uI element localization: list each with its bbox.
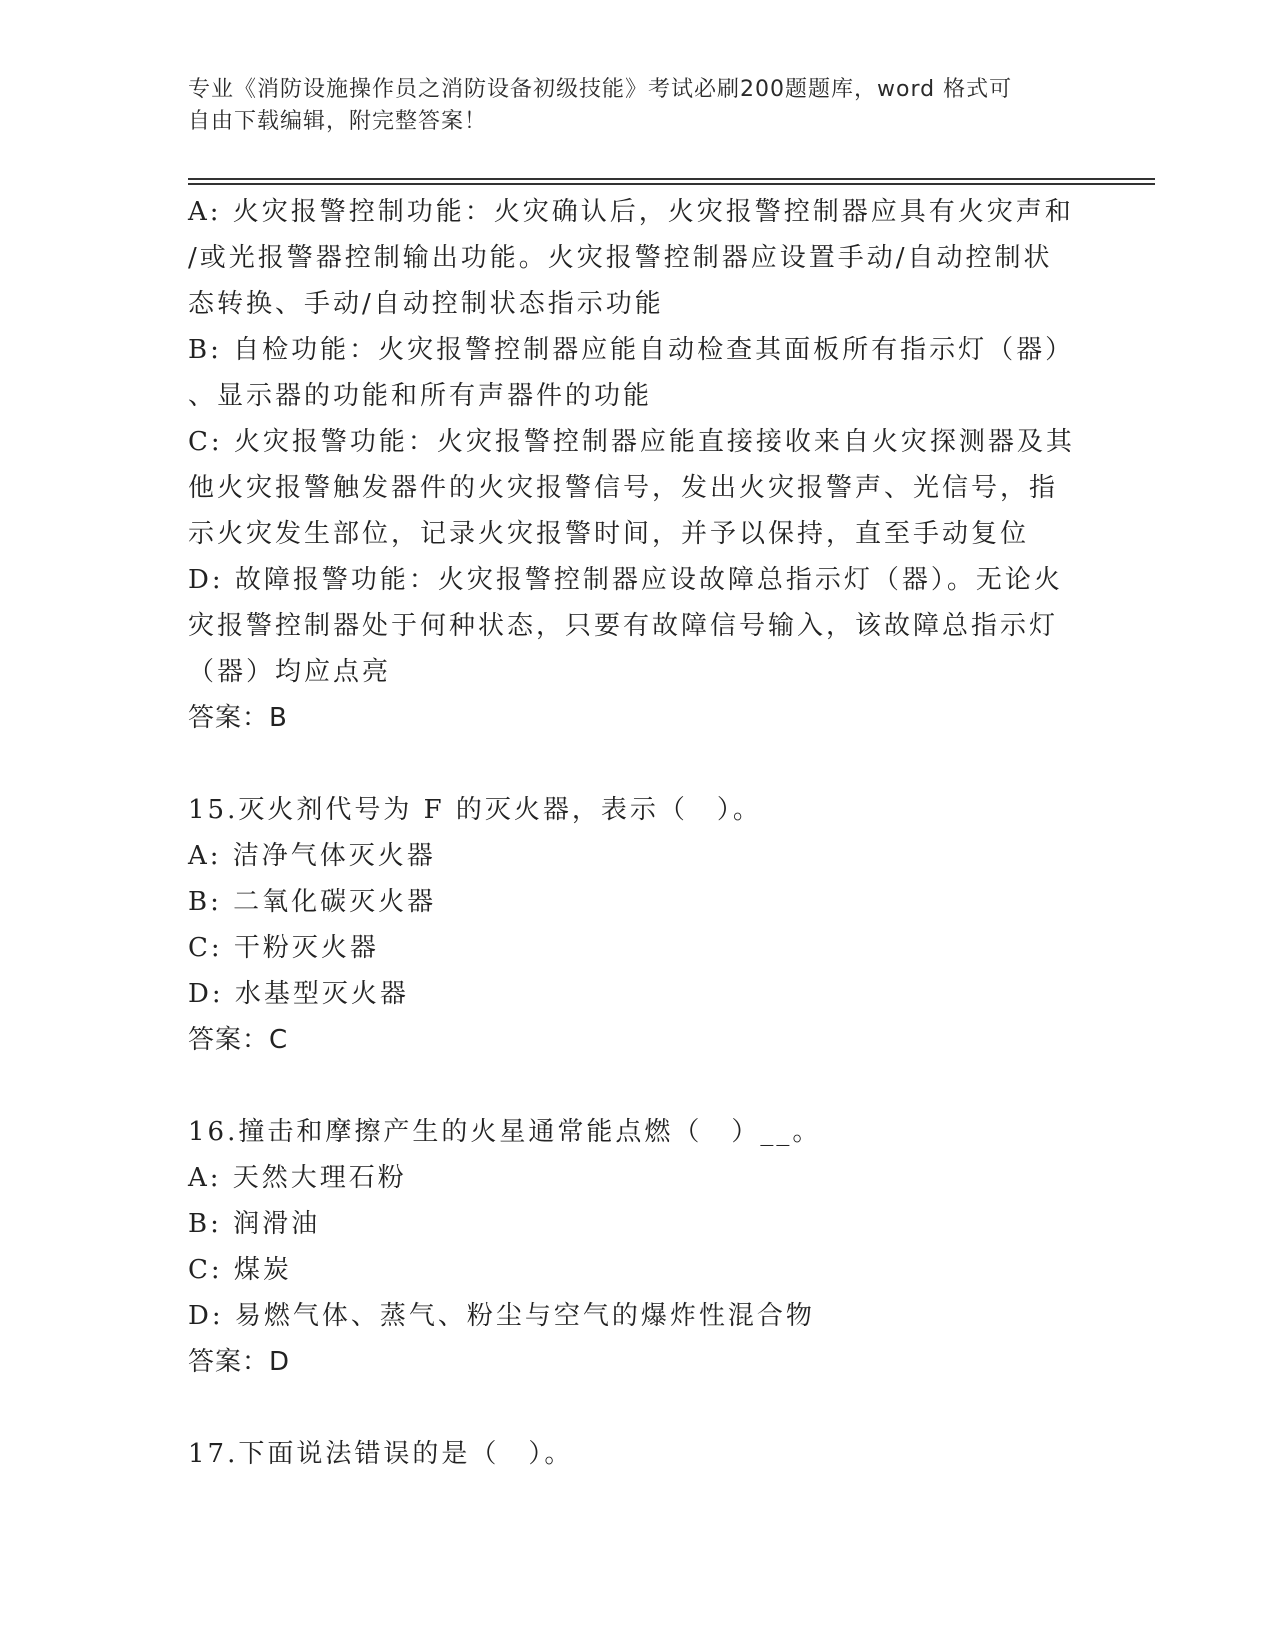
option-a-line: /或光报警器控制输出功能。火灾报警控制器应设置手动/自动控制状 (188, 243, 1053, 273)
option-c: C: 干粉灭火器 (188, 933, 379, 963)
header-divider-bottom (188, 183, 1155, 185)
option-a-line: 态转换、手动/自动控制状态指示功能 (188, 289, 664, 319)
option-a-line: A: 火灾报警控制功能：火灾确认后，火灾报警控制器应具有火灾声和 (188, 197, 1074, 227)
option-c: C: 煤炭 (188, 1255, 292, 1285)
question-15 (188, 787, 1088, 1063)
question-stem: 16.撞击和摩擦产生的火星通常能点燃（ ）__。 (188, 1117, 822, 1147)
option-d: D: 易燃气体、蒸气、粉尘与空气的爆炸性混合物 (188, 1301, 815, 1331)
option-d-line: （器）均应点亮 (188, 657, 392, 687)
question-16 (188, 1109, 1088, 1385)
spacer (188, 1063, 1088, 1109)
option-c-line: 他火灾报警触发器件的火灾报警信号，发出火灾报警声、光信号，指 (188, 473, 1059, 503)
document-header (188, 74, 1078, 138)
question-14-options (188, 189, 1088, 741)
spacer (188, 741, 1088, 787)
option-d-line: D: 故障报警功能：火灾报警控制器应设故障总指示灯（器）。无论火 (188, 565, 1063, 595)
header-line-2: 自由下载编辑，附完整答案！ (188, 109, 488, 134)
header-divider-top (188, 178, 1155, 180)
answer-text: 答案：B (188, 703, 288, 733)
question-stem: 17.下面说法错误的是（ ）。 (188, 1439, 574, 1469)
option-a: A: 天然大理石粉 (188, 1163, 407, 1193)
option-d: D: 水基型灭火器 (188, 979, 409, 1009)
question-stem: 15.灭火剂代号为 F 的灭火器，表示（ ）。 (188, 795, 762, 825)
option-d-line: 灾报警控制器处于何种状态，只要有故障信号输入，该故障总指示灯 (188, 611, 1059, 641)
spacer (188, 1385, 1088, 1431)
option-b-line: B: 自检功能：火灾报警控制器应能自动检查其面板所有指示灯（器） (188, 335, 1075, 365)
option-a: A: 洁净气体灭火器 (188, 841, 436, 871)
question-17 (188, 1431, 1088, 1477)
option-c-line: 示火灾发生部位，记录火灾报警时间，并予以保持，直至手动复位 (188, 519, 1030, 549)
header-line-1: 专业《消防设施操作员之消防设备初级技能》考试必刷200题题库，word 格式可 (188, 77, 1013, 102)
answer-text: 答案：C (188, 1025, 289, 1055)
option-b: B: 润滑油 (188, 1209, 321, 1239)
option-c-line: C: 火灾报警功能：火灾报警控制器应能直接接收来自火灾探测器及其 (188, 427, 1075, 457)
question-content (188, 189, 1088, 1477)
answer-text: 答案：D (188, 1347, 291, 1377)
option-b: B: 二氧化碳灭火器 (188, 887, 437, 917)
option-b-line: 、显示器的功能和所有声器件的功能 (188, 381, 653, 411)
